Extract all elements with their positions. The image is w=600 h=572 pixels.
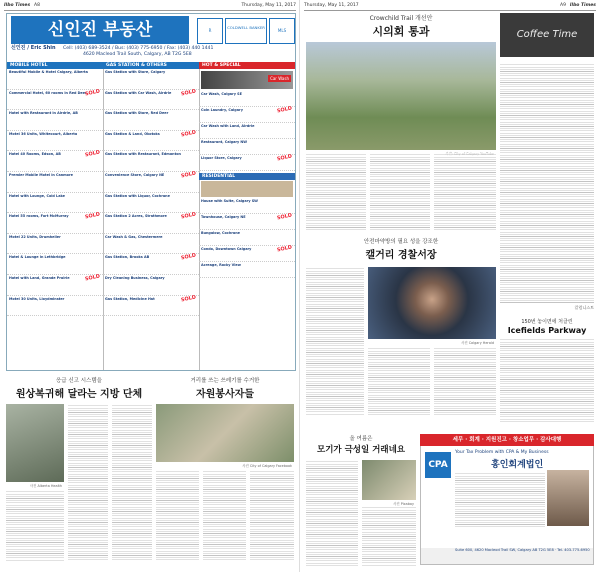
article-headline: 모기가 극성일 거래네요 xyxy=(316,445,406,455)
article-body-text xyxy=(250,470,294,562)
listing-item xyxy=(199,107,295,123)
sold-stamp: SOLD xyxy=(180,88,197,98)
listing-title: Car Wash with Land, Airdrie xyxy=(201,124,255,128)
left-logo: Ilbo Times xyxy=(4,3,31,8)
listing-item xyxy=(7,90,103,111)
listing-item xyxy=(103,131,199,152)
listing-title: Gas Station & Land, Okotoks xyxy=(105,131,160,136)
article-mosquitoes xyxy=(306,434,416,568)
tax-ad-title: Your Tax Problem with CPA & My Business xyxy=(455,450,549,455)
mls-logo: MLS xyxy=(269,18,295,44)
listing-title: Gas Station with Liquor, Cochrane xyxy=(105,193,170,198)
listing-title: Gas Station with Restaurant, Edmonton xyxy=(105,152,181,157)
listing-item xyxy=(103,213,199,234)
article-kicker: Crowchild Trail 개선안 xyxy=(369,15,433,22)
agent-line: 신인진 / Eric Shin xyxy=(11,45,56,51)
sold-stamp: SOLD xyxy=(84,149,101,159)
listing-title: Restaurant, Calgary NW xyxy=(201,140,248,144)
listing-item xyxy=(7,69,103,90)
listing-title: Bungalow, Cochrane xyxy=(201,231,240,235)
sold-stamp: SOLD xyxy=(180,294,197,304)
listing-item xyxy=(199,198,295,214)
listing-item xyxy=(199,155,295,171)
mobile-hotel-column xyxy=(7,62,104,370)
sold-stamp: SOLD xyxy=(180,252,197,262)
agent-contact xyxy=(11,45,213,58)
listing-columns xyxy=(7,62,295,370)
listing-item xyxy=(7,172,103,193)
article-headline: 캘거리 경찰서장 xyxy=(365,250,437,261)
article-volunteers xyxy=(156,376,294,566)
listing-item xyxy=(199,123,295,139)
article-body-text xyxy=(306,153,366,231)
article-body-text xyxy=(112,404,152,562)
article-kicker: 거리를 쓰는 쓰레기를 수거한 xyxy=(190,378,260,384)
listing-title: Coin Laundry, Calgary xyxy=(201,108,243,112)
listing-title: Hotel 55 rooms, Fort McMurray xyxy=(9,214,69,219)
listing-item xyxy=(103,110,199,131)
tax-ad-bar: 세무 · 회계 · 지원진고 · 창소업무 · 감사대행 xyxy=(420,434,594,446)
column-body-text xyxy=(500,63,594,303)
article-body-text xyxy=(368,347,430,415)
car-wash-photo xyxy=(201,71,293,89)
listing-title: Hotel with Restaurant in Airdrie, AB xyxy=(9,111,78,116)
listing-item xyxy=(7,234,103,255)
listing-item xyxy=(7,131,103,152)
listing-title: Premier Mobile Motel in Canmore xyxy=(9,172,73,177)
listing-title: Hotel with Land, Grande Prairie xyxy=(9,275,70,280)
section-hot: HOT & SPECIAL xyxy=(199,62,295,69)
listing-item xyxy=(103,172,199,193)
article-kicker: 안전마약방의 필요 성을 강조한 xyxy=(363,239,439,245)
house-photo xyxy=(201,181,293,197)
sold-stamp: SOLD xyxy=(180,129,197,139)
listing-title: Hotel 40 Rooms, Edson, AB xyxy=(9,152,61,157)
tax-ad-footer: Suite 600, 4620 Macleod Trail SW, Calgary AB T2G 5E8 · Tel. 403-775-6950 xyxy=(421,548,593,564)
company-logos xyxy=(197,16,293,44)
listing-title: Townhouse, Calgary NE xyxy=(201,215,246,219)
coldwell-banker-logo: COLDWELL BANKER xyxy=(225,18,267,44)
listing-item xyxy=(7,275,103,296)
article-headline: 원상복귀해 달라는 지방 단체 xyxy=(15,389,143,400)
mosquito-photo xyxy=(362,460,416,506)
article-body-text xyxy=(434,153,496,231)
photo-credit: 사진 Calgary Herald xyxy=(461,341,494,345)
office-line: 4620 Macleod Trail South, Calgary, AB T2G 5E8 xyxy=(83,52,192,57)
section-residential: RESIDENTIAL xyxy=(199,173,295,180)
sold-stamp: SOLD xyxy=(180,211,197,221)
tax-ad-body xyxy=(420,446,594,565)
article-body-text xyxy=(306,460,358,566)
article-body-text xyxy=(203,470,246,562)
gas-station-column xyxy=(103,62,200,370)
coffee-time-column xyxy=(500,13,594,313)
listing-item xyxy=(103,296,199,317)
real-estate-ad xyxy=(6,13,296,371)
listing-item xyxy=(103,234,199,255)
sold-stamp: SOLD xyxy=(84,88,101,98)
listing-item xyxy=(7,254,103,275)
article-kicker: 응급 신고 시스템을 xyxy=(55,378,102,384)
listing-item xyxy=(7,193,103,214)
sold-stamp: SOLD xyxy=(276,244,293,254)
article-headline: 시의회 통과 xyxy=(372,25,430,38)
realtor-logo: R xyxy=(197,18,223,44)
tax-ad xyxy=(420,434,594,568)
listing-title: Commercial Hotel, 60 rooms in Red Deer xyxy=(9,90,87,95)
listing-item xyxy=(103,275,199,296)
photo-credit: 사진 City of Calgary Facebook xyxy=(242,464,292,468)
listing-item xyxy=(199,262,295,278)
listing-title: Liquor Store, Calgary xyxy=(201,156,242,160)
car-wash-label: Car Wash xyxy=(270,76,289,81)
listing-title: Gas Station with Store, Calgary xyxy=(105,70,166,74)
section-mobile: MOBILE HOTEL xyxy=(7,62,103,69)
listing-item xyxy=(7,296,103,317)
listing-item xyxy=(103,90,199,111)
listing-item xyxy=(103,254,199,275)
police-chief-photo xyxy=(368,267,496,345)
article-body-text xyxy=(68,404,108,562)
article-headline: 자원봉사자들 xyxy=(196,389,254,400)
photo-credit: 사진 Pixabay xyxy=(393,502,414,506)
article-headline: Icefields Parkway xyxy=(507,326,587,335)
tax-ad-services xyxy=(455,472,545,528)
article-body-text xyxy=(434,347,496,415)
listing-title: Motel 22 Units, Drumheller xyxy=(9,234,61,239)
article-body-text xyxy=(362,506,416,566)
listing-item xyxy=(199,91,295,107)
article-police-chief xyxy=(306,237,496,417)
listing-item xyxy=(199,214,295,230)
sold-stamp: SOLD xyxy=(276,105,293,115)
left-page-number: A8 xyxy=(34,3,40,8)
article-icefields xyxy=(500,318,594,428)
column-author: 칼럼니스트 xyxy=(574,305,594,310)
article-body-text xyxy=(6,490,64,562)
listing-title: Motel 36 Units, Whitecourt, Alberta xyxy=(9,131,78,136)
sold-stamp: SOLD xyxy=(276,153,293,163)
listing-title: Car Wash & Gas, Chestermere xyxy=(105,234,163,239)
listing-item xyxy=(103,69,199,90)
listing-title: Gas Station with Car Wash, Airdrie xyxy=(105,90,172,95)
right-page-date: Thursday, May 11, 2017 xyxy=(304,3,359,8)
listing-title: Condo, Downtown Calgary xyxy=(201,247,252,251)
listing-title: Gas Station, Brooks AB xyxy=(105,255,150,260)
agent-name-kr: 신인진 부동산 xyxy=(11,16,189,44)
accountant-photo xyxy=(547,470,589,526)
listing-title: Gas Station 2 Acres, Strathmore xyxy=(105,214,167,219)
section-gas: GAS STATION & OTHERS xyxy=(103,62,199,69)
sold-stamp: SOLD xyxy=(84,273,101,283)
listing-item xyxy=(103,193,199,214)
listing-title: Gas Station, Medicine Hat xyxy=(105,296,155,301)
listing-title: House with Suite, Calgary SW xyxy=(201,199,258,203)
listing-title: Hotel with Lounge, Cold Lake xyxy=(9,193,65,198)
listing-item xyxy=(7,213,103,234)
photo-credit: 사진 Alberta Health xyxy=(29,484,62,488)
article-body-text xyxy=(500,338,594,422)
right-page-number: A9 xyxy=(560,3,566,8)
listing-title: Car Wash, Calgary SE xyxy=(201,92,242,96)
listing-item xyxy=(7,151,103,172)
article-kicker: 올 여름은 xyxy=(349,436,373,442)
cpa-logo: CPA xyxy=(425,452,451,478)
article-body-text xyxy=(370,153,430,231)
coffee-time-label: Coffee Time xyxy=(500,13,594,57)
right-page-header xyxy=(304,2,596,11)
listing-title: Gas Station with Store, Red Deer xyxy=(105,111,169,116)
listing-title: Convenience Store, Calgary NE xyxy=(105,172,165,177)
phone-line: Cell: (403) 689-3524 / Bus: (403) 775-6950 / Fax: (403) 440 1441 xyxy=(63,46,214,51)
sold-stamp: SOLD xyxy=(180,170,197,180)
listing-item xyxy=(103,151,199,172)
sold-stamp: SOLD xyxy=(84,211,101,221)
right-logo: Ilbo Times xyxy=(569,3,596,8)
listing-title: Dry Cleaning Business, Calgary xyxy=(105,275,165,280)
tax-ad-name: 홍인회계법인 xyxy=(491,460,544,470)
left-page-date: Thursday, May 11, 2017 xyxy=(241,3,296,8)
listing-title: Hotel & Lounge in Lethbridge xyxy=(9,255,66,260)
article-crowchild xyxy=(306,13,496,233)
listing-title: Beautiful Mobile & Hotel Calgary, Alberta xyxy=(9,70,88,74)
volunteers-photo xyxy=(156,404,294,468)
listing-item xyxy=(199,139,295,155)
left-page-header xyxy=(4,2,296,11)
listing-item xyxy=(199,230,295,246)
article-body-text xyxy=(156,470,199,562)
sold-stamp: SOLD xyxy=(276,212,293,222)
listing-item xyxy=(199,246,295,262)
listing-title: Acreage, Rocky View xyxy=(201,263,241,267)
listing-item xyxy=(7,110,103,131)
hot-special-column xyxy=(199,62,295,370)
crowchild-rendering xyxy=(306,42,496,150)
ad-banner xyxy=(7,14,295,62)
article-kicker: 150번 놓이면에 처클린 xyxy=(521,319,573,325)
ambulance-photo xyxy=(6,404,64,488)
article-911-dispatch xyxy=(6,376,152,566)
listing-title: Motel 30 Units, Lloydminster xyxy=(9,296,65,301)
article-body-text xyxy=(306,267,364,415)
